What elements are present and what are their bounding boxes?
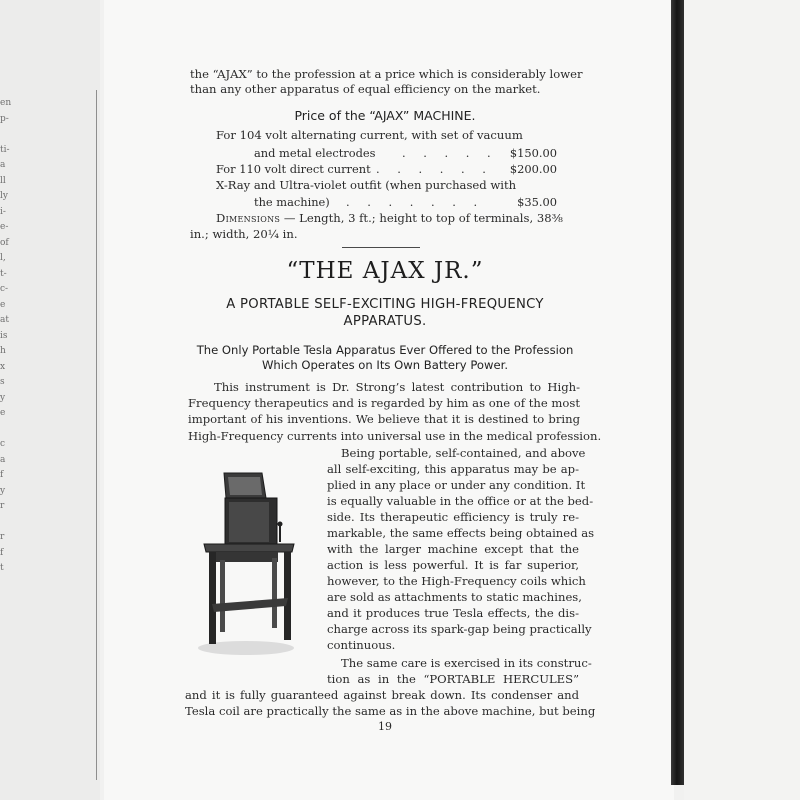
facing-page-fragment: a	[0, 454, 6, 465]
facing-page-fragment: a	[0, 160, 6, 170]
intro-line-1: the “AJAX” to the profession at a price which is considerably lower	[190, 67, 583, 81]
para1-line-2: Frequency therapeutics and is regarded by him as one of the most	[188, 396, 580, 410]
ajax-jr-lead-line-2: Which Operates on Its Own Battery Power.	[261, 358, 509, 372]
facing-page-fragment	[0, 422, 20, 438]
price-item-2-dots: . . . . . .	[376, 162, 493, 176]
facing-page-fragments	[0, 96, 20, 577]
para1-line-4: High-Frequency currents into universal use in the medical profession.	[188, 429, 602, 443]
ajax-jr-subtitle-line-1: A PORTABLE SELF-EXCITING HIGH-FREQUENCY	[226, 297, 544, 312]
table-leg-back-right	[272, 558, 277, 628]
para2-line-9: however, to the High-Frequency coils which	[327, 574, 586, 588]
ajax-jr-subtitle	[190, 296, 580, 330]
facing-page-fragment: p-	[0, 113, 9, 124]
price-item-2-label: For 110 volt direct current	[216, 162, 371, 176]
facing-page-fragment: h	[0, 346, 6, 356]
price-heading: Price of the “AJAX” MACHINE.	[294, 108, 476, 123]
intro-line-2: than any other apparatus of equal efficiency on the market.	[190, 82, 541, 96]
para2-line-3: plied in any place or under any condition. It	[327, 478, 586, 492]
para1-line-1: This instrument is Dr. Strong’s latest contribution to High-	[214, 380, 580, 394]
price-item-1-dots: . . . . .	[402, 146, 498, 160]
table-drawer	[216, 552, 278, 562]
facing-page-fragment: t	[0, 563, 4, 573]
para3-line-3: and it is fully guaranteed against break down. Its condenser and	[185, 688, 579, 702]
table-top	[204, 544, 294, 552]
scan-margin	[684, 0, 800, 800]
para2-line-4: is equally valuable in the office or at the bed-	[327, 494, 594, 508]
facing-page-fragment: l,	[0, 253, 6, 263]
facing-page-fragment: ly	[0, 191, 8, 201]
price-item-1-line-1: For 104 volt alternating current, with set of vacuum	[216, 128, 523, 142]
price-item-3-dots: . . . . . . .	[346, 195, 485, 209]
facing-page-fragment: e	[0, 408, 6, 418]
para2-line-13: continuous.	[327, 638, 396, 652]
para2-line-11: and it produces true Tesla effects, the dis-	[327, 606, 579, 620]
dimensions-line-1	[216, 211, 568, 225]
para1-line-3: important of his inventions. We believe that it is destined to bring	[188, 412, 580, 426]
facing-page-fragment: y	[0, 485, 6, 496]
para3-line-4: Tesla coil are practically the same as in the above machine, but being	[185, 704, 596, 718]
ajax-jr-apparatus-illustration	[196, 468, 306, 660]
page-edge-shadow	[671, 0, 684, 785]
table-leg-front-right	[284, 552, 291, 640]
para2-line-5: side. Its therapeutic efficiency is truly re-	[327, 510, 579, 524]
facing-page-fragment: s	[0, 377, 5, 387]
cabinet-front-panel	[229, 502, 269, 542]
para3-line-2: tion as in the “PORTABLE HERCULES”	[327, 672, 579, 686]
facing-page-fragment: x	[0, 361, 6, 372]
facing-page-fragment: e-	[0, 222, 9, 232]
facing-page-fragment: f	[0, 547, 4, 558]
facing-page-fragment	[0, 127, 20, 143]
price-item-1-amount: $150.00	[509, 146, 557, 160]
table-leg-front-left	[209, 552, 216, 644]
para2-line-6: markable, the same effects being obtained as	[327, 526, 595, 540]
facing-page-fragment: c-	[0, 284, 9, 294]
price-item-1-row	[254, 146, 557, 160]
facing-page-fragment: c	[0, 439, 6, 449]
facing-page-fragment: y	[0, 392, 6, 403]
price-item-2-row	[216, 162, 557, 176]
facing-page-fragment: en	[0, 98, 12, 108]
facing-page-fragment: of	[0, 237, 9, 248]
gutter-line	[96, 90, 97, 780]
dimensions-line-2: in.; width, 20¼ in.	[190, 227, 298, 241]
para3-line-1: The same care is exercised in its construc-	[341, 656, 592, 670]
table-leg-back-left	[220, 560, 225, 632]
para2-line-7: with the larger machine except that the	[327, 542, 579, 556]
price-item-3-amount: $35.00	[517, 195, 557, 209]
facing-page-fragment: t-	[0, 268, 7, 279]
para2-line-12: charge across its spark-gap being practically	[327, 622, 592, 636]
para2-line-2: all self-exciting, this apparatus may be ap-	[327, 462, 579, 476]
price-item-3-line-1: X-Ray and Ultra-violet outfit (when purchased with	[216, 178, 517, 192]
facing-page-fragment: i-	[0, 206, 6, 217]
terminal-knob	[278, 522, 283, 527]
section-rule	[342, 247, 420, 248]
facing-page-fragment: r	[0, 501, 5, 511]
facing-page-fragment: is	[0, 330, 8, 341]
facing-page-fragment: r	[0, 532, 5, 542]
facing-page	[0, 0, 100, 800]
cabinet-lid-inner	[228, 477, 262, 495]
dimensions-text: — Length, 3 ft.; height to top of terminals, 38⅜	[280, 211, 563, 225]
ajax-jr-lead-line-1: The Only Portable Tesla Apparatus Ever Offered to the Profession	[196, 343, 574, 357]
facing-page-fragment	[0, 515, 20, 531]
facing-page-fragment: ti-	[0, 144, 10, 155]
facing-page-fragment: f	[0, 470, 4, 480]
para2-line-8: action is less powerful. It is far superior,	[327, 558, 579, 572]
facing-page-fragment: e	[0, 299, 6, 310]
facing-page-fragment: ll	[0, 175, 6, 186]
ajax-jr-subtitle-line-2: APPARATUS.	[343, 314, 427, 329]
price-item-3-row	[254, 195, 557, 209]
price-item-2-amount: $200.00	[509, 162, 557, 176]
para2-line-10: are sold as attachments to static machines,	[327, 590, 582, 604]
ajax-jr-lead	[186, 343, 584, 373]
facing-page-fragment: at	[0, 315, 9, 325]
page-number: 19	[378, 720, 392, 733]
dimensions-label: Dimensions	[216, 211, 281, 225]
ajax-jr-title: “THE AJAX JR.”	[286, 258, 484, 284]
para2-line-1: Being portable, self-contained, and above	[341, 446, 586, 460]
price-item-3-line-2: the machine)	[254, 195, 330, 209]
price-item-1-line-2: and metal electrodes	[254, 146, 376, 160]
